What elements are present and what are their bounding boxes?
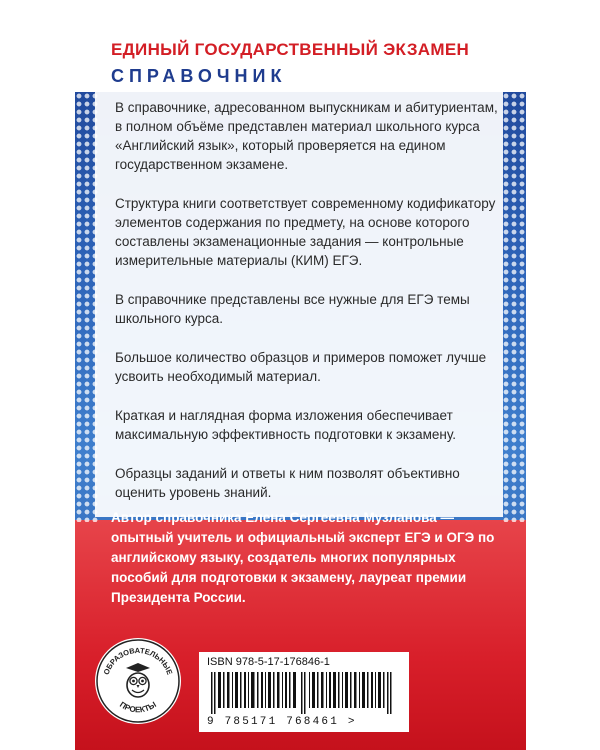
header-title: ЕДИНЫЙ ГОСУДАРСТВЕННЫЙ ЭКЗАМЕН [111, 40, 470, 59]
paragraph-3: В справочнике представлены все нужные для ЕГЭ темы школьного курса. [115, 292, 470, 326]
paragraph-2: Структура книги соответствует современному кодификатору элементов содержания по предмету, на основе которого составлены экзаменационные задания — контрольные измерительные материалы (КИМ) ЕГЭ. [115, 196, 496, 268]
header-subtitle: СПРАВОЧНИК [111, 66, 287, 86]
book-back-cover [75, 0, 526, 750]
description [115, 98, 500, 522]
paragraph-4: Большое количество образцов и примеров поможет лучше усвоить необходимый материал. [115, 350, 487, 384]
isbn-number: ISBN 978-5-17-176846-1 [207, 656, 330, 668]
logo-top-text: ОБРАЗОВАТЕЛЬНЫЕ [101, 645, 175, 676]
logo-bottom-text: ПРОЕКТЫ [118, 699, 158, 715]
publisher-logo [95, 638, 181, 724]
paragraph-6: Образцы заданий и ответы к ним позволят объективно оценить уровень знаний. [115, 466, 460, 500]
paragraph-5: Краткая и наглядная форма изложения обеспечивает максимальную эффективность подготовки к экзамену. [115, 408, 457, 442]
barcode-digits: 9 785171 768461 > [207, 716, 357, 728]
dot-pattern-right [502, 92, 526, 522]
barcode-icon [207, 672, 401, 714]
paragraph-1: В справочнике, адресованном выпускникам и абитуриентам, в полном объёме представлен материал школьного курса «Английский язык», который проверяется на едином государственном экзамене. [115, 100, 498, 172]
barcode-area [199, 652, 409, 732]
owl-icon [95, 638, 181, 724]
author-info: Автор справочника Елена Сергеевна Музланова — опытный учитель и официальный эксперт ЕГЭ и ОГЭ по английскому языку, создатель многих популярных пособий для подготовки к экзамену, лауреат премии Президента России. [111, 510, 495, 605]
